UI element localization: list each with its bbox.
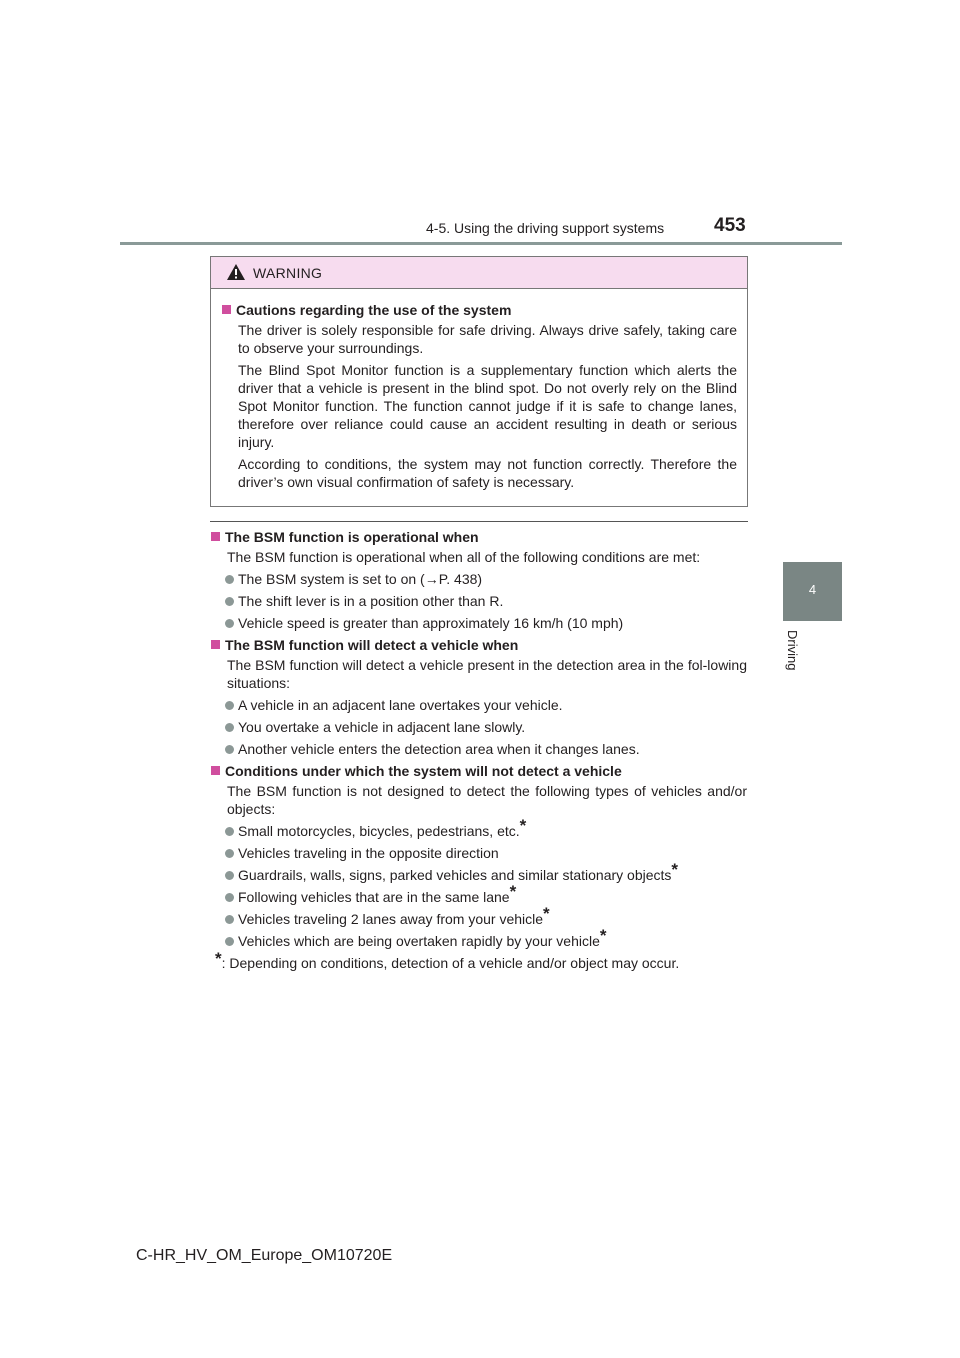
section-intro: The BSM function is not designed to detect the following types of vehicles and/or objects: bbox=[227, 783, 747, 817]
header-divider bbox=[120, 242, 842, 245]
round-bullet-icon bbox=[225, 597, 234, 606]
round-bullet-icon bbox=[225, 937, 234, 946]
document-code: C-HR_HV_OM_Europe_OM10720E bbox=[136, 1247, 393, 1264]
round-bullet-icon bbox=[225, 745, 234, 754]
chapter-label bbox=[786, 630, 800, 690]
page-number: 453 bbox=[714, 215, 746, 236]
square-bullet-icon bbox=[211, 532, 220, 541]
list-item: Vehicles which are being overtaken rapidly by your vehicle* bbox=[225, 932, 747, 950]
warning-paragraph: The driver is solely responsible for safe driving. Always drive safely, taking care to observe your surroundings. bbox=[238, 322, 737, 356]
list-item: Vehicles traveling in the opposite direction bbox=[225, 844, 747, 862]
round-bullet-icon bbox=[225, 893, 234, 902]
list-item: The BSM system is set to on (→P. 438) bbox=[225, 570, 747, 588]
square-bullet-icon bbox=[211, 640, 220, 649]
warning-triangle-icon bbox=[226, 263, 246, 281]
asterisk-mark: * bbox=[215, 949, 222, 968]
list-item: Another vehicle enters the detection area when it changes lanes. bbox=[225, 740, 747, 758]
list-item: A vehicle in an adjacent lane overtakes your vehicle. bbox=[225, 696, 747, 714]
list-item: Small motorcycles, bicycles, pedestrians, etc.* bbox=[225, 822, 747, 840]
main-content bbox=[211, 528, 747, 972]
asterisk-mark: * bbox=[671, 860, 679, 879]
list-item: Guardrails, walls, signs, parked vehicles and similar stationary objects* bbox=[225, 866, 747, 884]
chapter-number: 4 bbox=[808, 582, 817, 597]
list-item: Vehicle speed is greater than approximately 16 km/h (10 mph) bbox=[225, 614, 747, 632]
round-bullet-icon bbox=[225, 723, 234, 732]
list-item: Following vehicles that are in the same lane* bbox=[225, 888, 747, 906]
list-item: Vehicles traveling 2 lanes away from your vehicle* bbox=[225, 910, 747, 928]
round-bullet-icon bbox=[225, 915, 234, 924]
asterisk-mark: * bbox=[509, 882, 517, 901]
chapter-label-text: Driving bbox=[785, 630, 800, 671]
warning-heading: Cautions regarding the use of the system bbox=[222, 301, 737, 319]
round-bullet-icon bbox=[225, 575, 234, 584]
warning-header bbox=[211, 257, 747, 289]
footnote: *: Depending on conditions, detection of a vehicle and/or object may occur. bbox=[215, 949, 680, 971]
asterisk-mark: * bbox=[599, 926, 607, 945]
asterisk-mark: * bbox=[519, 816, 527, 835]
section-heading: The BSM function will detect a vehicle when bbox=[211, 636, 747, 654]
section-divider bbox=[210, 521, 748, 522]
warning-box bbox=[210, 256, 748, 507]
list-item: The shift lever is in a position other than R. bbox=[225, 592, 747, 610]
round-bullet-icon bbox=[225, 619, 234, 628]
warning-paragraph: According to conditions, the system may not function correctly. Therefore the driver’s own visual confirmation of safety is necessary. bbox=[238, 456, 737, 490]
square-bullet-icon bbox=[211, 766, 220, 775]
round-bullet-icon bbox=[225, 871, 234, 880]
warning-body bbox=[211, 289, 747, 491]
section-intro: The BSM function is operational when all of the following conditions are met: bbox=[227, 549, 701, 565]
chapter-tab bbox=[783, 562, 842, 621]
section-heading: Conditions under which the system will not detect a vehicle bbox=[211, 762, 747, 780]
warning-label: WARNING bbox=[253, 265, 323, 281]
section-intro: The BSM function will detect a vehicle present in the detection area in the fol-lowing situations: bbox=[227, 657, 747, 691]
asterisk-mark: * bbox=[543, 904, 550, 923]
round-bullet-icon bbox=[225, 849, 234, 858]
list-item: You overtake a vehicle in adjacent lane slowly. bbox=[225, 718, 747, 736]
round-bullet-icon bbox=[225, 827, 234, 836]
section-heading: The BSM function is operational when bbox=[211, 528, 747, 546]
section-title: 4-5. Using the driving support systems bbox=[426, 220, 665, 236]
round-bullet-icon bbox=[225, 701, 234, 710]
warning-paragraph: The Blind Spot Monitor function is a supplementary function which alerts the driver that a vehicle is present in the blind spot. Do not overly rely on the Blind Spot Monitor function. The function cannot judge if it is safe to change lanes, therefore over reliance could cause an accident resulting in death or serious injury. bbox=[238, 362, 737, 450]
square-bullet-icon bbox=[222, 305, 231, 314]
